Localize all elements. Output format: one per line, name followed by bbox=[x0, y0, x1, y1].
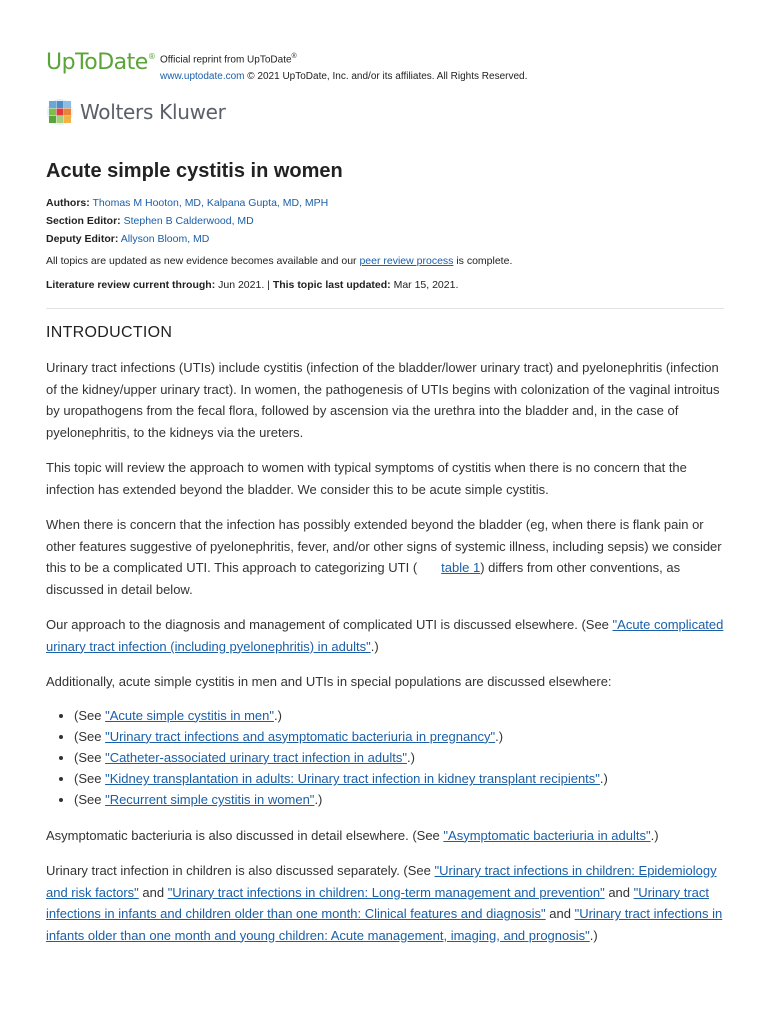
paragraph-4: Our approach to the diagnosis and management of complicated UTI is discussed elsewhere. (See "Acute complicated urinary tract infection (including pyelonephritis) in adults".) bbox=[46, 617, 724, 654]
list-item: • (See "Recurrent simple cystitis in women".) bbox=[74, 789, 724, 810]
asymptomatic-bacteriuria-link[interactable]: "Asymptomatic bacteriuria in adults" bbox=[443, 827, 651, 843]
list-item: • (See "Urinary tract infections and asymptomatic bacteriuria in pregnancy".) bbox=[74, 726, 724, 747]
paragraph-5: Additionally, acute simple cystitis in men and UTIs in special populations are discussed elsewhere: bbox=[46, 674, 612, 689]
table-1-link[interactable]: table 1 bbox=[441, 560, 481, 575]
review-dates bbox=[46, 276, 724, 294]
children-long-term-link[interactable]: "Urinary tract infections in children: Long-term management and prevention" bbox=[167, 884, 605, 900]
peer-review-link[interactable]: peer review process bbox=[359, 255, 454, 267]
paragraph-3: When there is concern that the infection has possibly extended beyond the bladder (eg, when there is flank pain or other features suggestive of pyelonephritis, fever, and/or other signs of systemic illness, including sepsis) we consider this to be a complicated UTI. This approach to categorizing UTI ( table 1) differs from other conventions, as discussed in detail below. bbox=[46, 517, 722, 597]
topic-link[interactable]: "Acute simple cystitis in men" bbox=[105, 707, 274, 723]
related-topics-list bbox=[46, 705, 724, 811]
wolters-kluwer-logo bbox=[46, 98, 226, 126]
authors-label: Authors: bbox=[46, 197, 90, 209]
site-link[interactable]: www.uptodate.com bbox=[160, 71, 245, 83]
last-updated-value: Mar 15, 2021. bbox=[390, 279, 459, 291]
children-epidemiology-link[interactable]: "Urinary tract infections in children: Epidemiology and risk factors" bbox=[46, 863, 717, 900]
reprint-info: Official reprint from UpToDate® www.uptodate.com © 2021 UpToDate, Inc. and/or its affiliates. All Rights Reserved. bbox=[160, 53, 528, 83]
last-updated-label: This topic last updated: bbox=[272, 279, 391, 291]
uptodate-logo: UpToDate® bbox=[46, 50, 156, 75]
list-item: • (See "Acute simple cystitis in men".) bbox=[74, 705, 724, 726]
section-heading-introduction: INTRODUCTION bbox=[46, 324, 173, 341]
wolters-kluwer-text: Wolters Kluwer bbox=[80, 100, 226, 124]
deputy-editor-link[interactable]: Allyson Bloom, MD bbox=[120, 233, 210, 245]
paragraph-1: Urinary tract infections (UTIs) include cystitis (infection of the bladder/lower urinary tract) and pyelonephritis (infection of the kidney/upper urinary tract). In women, the pathogenesis of UTIs begins with colonization of the vaginal introitus by uropathogens from the fecal flora, followed by ascension via the urethra into the bladder and, in the case of pyelonephritis, to the kidneys via the ureters. bbox=[46, 360, 720, 440]
wolters-kluwer-mark-icon bbox=[46, 98, 74, 126]
topic-link[interactable]: "Urinary tract infections and asymptomatic bacteriuria in pregnancy" bbox=[105, 728, 496, 744]
copyright: © 2021 UpToDate, Inc. and/or its affiliates. All Rights Reserved. bbox=[244, 71, 528, 83]
topic-link[interactable]: "Catheter-associated urinary tract infection in adults" bbox=[105, 749, 407, 765]
paragraph-6: Asymptomatic bacteriuria is also discussed in detail elsewhere. (See "Asymptomatic bacteriuria in adults".) bbox=[46, 827, 659, 843]
topic-link[interactable]: "Kidney transplantation in adults: Urinary tract infection in kidney transplant recipients" bbox=[105, 771, 600, 787]
paragraph-7: Urinary tract infection in children is also discussed separately. (See "Urinary tract infections in children: Epidemiology and risk factors" and "Urinary tract infections in children: Long-term management and prevention" and "Urinary tract infections in infants and children older than one month: Clinical features and diagnosis" and "Urinary tract infections in infants older than one month and young children: Acute management, imaging, and prognosis".) bbox=[46, 863, 723, 943]
lit-review-value: Jun 2021. | bbox=[215, 279, 273, 291]
infants-acute-management-link[interactable]: "Urinary tract infections in infants older than one month and young children: Acute management, imaging, and prognosis" bbox=[46, 906, 723, 943]
article-title: Acute simple cystitis in women bbox=[46, 160, 343, 182]
table-icon[interactable] bbox=[421, 562, 435, 572]
update-note: All topics are updated as new evidence becomes available and our peer review process is complete. bbox=[46, 255, 513, 267]
article bbox=[46, 158, 724, 946]
deputy-editor-label: Deputy Editor: bbox=[46, 233, 119, 245]
divider bbox=[46, 308, 724, 309]
paragraph-2: This topic will review the approach to women with typical symptoms of cystitis when there is no concern that the infection has extended beyond the bladder. We consider this to be acute simple cystitis. bbox=[46, 460, 687, 497]
lit-review-label: Literature review current through: bbox=[46, 279, 216, 291]
section-editor-link[interactable]: Stephen B Calderwood, MD bbox=[123, 215, 254, 227]
topic-link[interactable]: "Recurrent simple cystitis in women" bbox=[105, 792, 315, 808]
article-credits bbox=[46, 194, 724, 248]
reprint-line: Official reprint from UpToDate bbox=[160, 54, 292, 66]
infants-clinical-features-link[interactable]: "Urinary tract infections in infants and children older than one month: Clinical features and diagnosis" bbox=[46, 884, 710, 922]
section-editor-label: Section Editor: bbox=[46, 215, 121, 227]
list-item: • (See "Catheter-associated urinary tract infection in adults".) bbox=[74, 747, 724, 768]
authors-link[interactable]: Thomas M Hooton, MD, Kalpana Gupta, MD, MPH bbox=[92, 197, 329, 209]
list-item: • (See "Kidney transplantation in adults: Urinary tract infection in kidney transplant recipients".) bbox=[74, 768, 724, 789]
complicated-uti-link[interactable]: "Acute complicated urinary tract infection (including pyelonephritis) in adults" bbox=[46, 617, 724, 654]
